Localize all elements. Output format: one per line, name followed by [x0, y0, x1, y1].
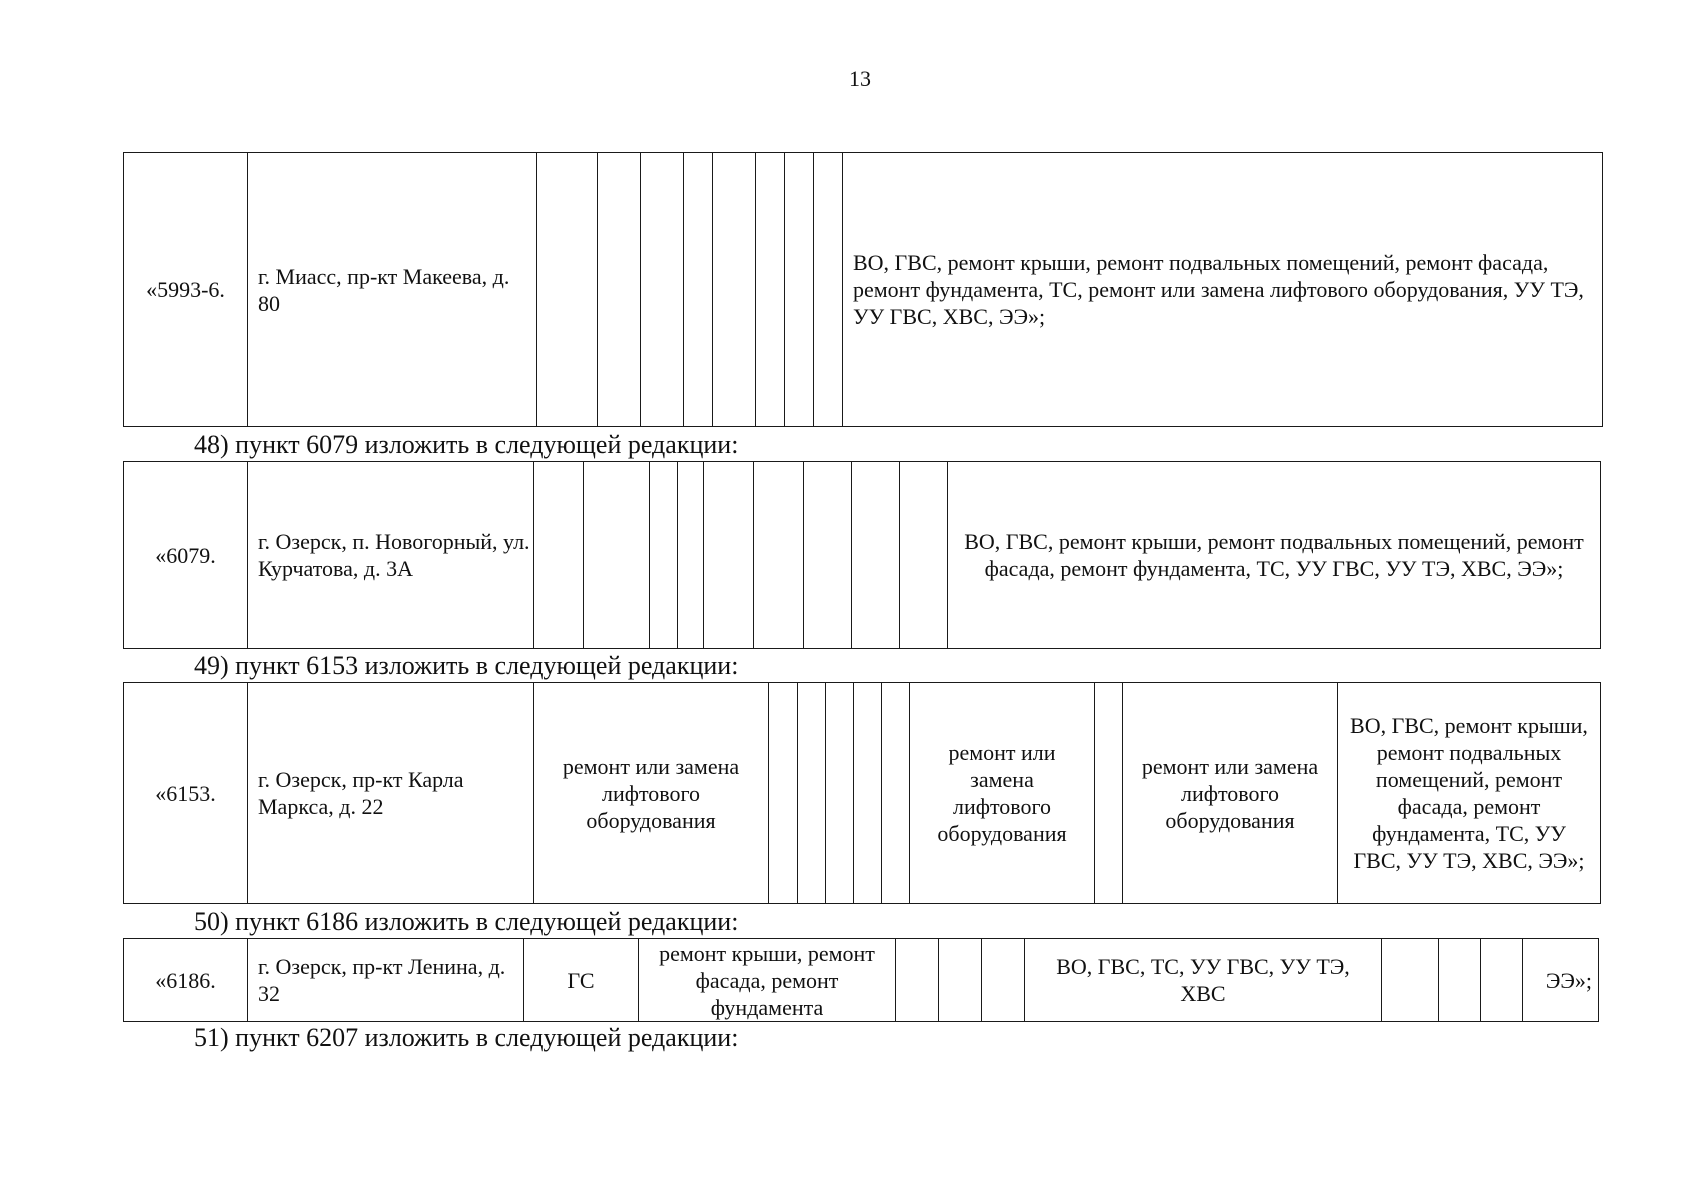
empty-cell: [852, 462, 900, 649]
empty-cell: [982, 939, 1025, 1022]
empty-cell: [713, 153, 756, 427]
row-number: «6153.: [124, 683, 248, 904]
row-number: «6079.: [124, 462, 248, 649]
empty-cell: [537, 153, 598, 427]
empty-cell: [584, 462, 650, 649]
table-row-6079: [123, 461, 1601, 649]
row-number: «6186.: [124, 939, 248, 1022]
lift-repair-cell: ремонт или замена лифтового оборудования: [534, 683, 769, 904]
empty-cell: [534, 462, 584, 649]
works-cell: ВО, ГВС, ремонт крыши, ремонт подвальных помещений, ремонт фасада, ремонт фундамента, ТС, УУ ГВС, УУ ТЭ, ХВС, ЭЭ»;: [948, 462, 1601, 649]
section-heading-51: 51) пункт 6207 изложить в следующей редакции:: [194, 1023, 739, 1052]
empty-cell: [704, 462, 754, 649]
gs-cell: ГС: [524, 939, 639, 1022]
lift-repair-cell: ремонт или замена лифтового оборудования: [1123, 683, 1338, 904]
empty-cell: [754, 462, 804, 649]
address-cell: г. Миасс, пр-кт Макеева, д. 80: [248, 153, 537, 427]
empty-cell: [1095, 683, 1123, 904]
empty-cell: [650, 462, 678, 649]
electricity-cell: ЭЭ»;: [1523, 939, 1599, 1022]
empty-cell: [896, 939, 939, 1022]
table-row-6186: [123, 938, 1599, 1022]
empty-cell: [785, 153, 814, 427]
empty-cell: [756, 153, 785, 427]
section-heading-48: 48) пункт 6079 изложить в следующей редакции:: [194, 430, 739, 459]
empty-cell: [598, 153, 641, 427]
empty-cell: [678, 462, 704, 649]
empty-cell: [1481, 939, 1523, 1022]
address-cell: г. Озерск, пр-кт Ленина, д. 32: [248, 939, 524, 1022]
section-heading-49: 49) пункт 6153 изложить в следующей редакции:: [194, 651, 739, 680]
empty-cell: [882, 683, 910, 904]
empty-cell: [1382, 939, 1439, 1022]
empty-cell: [684, 153, 713, 427]
address-cell: г. Озерск, п. Новогорный, ул. Курчатова, д. 3А: [248, 462, 534, 649]
table-row-6153: [123, 682, 1601, 904]
row-number: «5993-6.: [124, 153, 248, 427]
empty-cell: [804, 462, 852, 649]
works-cell: ВО, ГВС, ремонт крыши, ремонт подвальных помещений, ремонт фасада, ремонт фундамента, ТС, УУ ГВС, УУ ТЭ, ХВС, ЭЭ»;: [1338, 683, 1601, 904]
empty-cell: [900, 462, 948, 649]
empty-cell: [814, 153, 843, 427]
address-cell: г. Озерск, пр-кт Карла Маркса, д. 22: [248, 683, 534, 904]
works-cell: ВО, ГВС, ремонт крыши, ремонт подвальных помещений, ремонт фасада, ремонт фундамента, ТС, ремонт или замена лифтового оборудования, УУ ТЭ, УУ ГВС, ХВС, ЭЭ»;: [843, 153, 1603, 427]
roof-facade-cell: ремонт крыши, ремонт фасада, ремонт фундамента: [639, 939, 896, 1022]
page-number: 13: [849, 66, 871, 91]
empty-cell: [641, 153, 684, 427]
table-row-5993-6: [123, 152, 1603, 427]
empty-cell: [854, 683, 882, 904]
empty-cell: [1439, 939, 1481, 1022]
empty-cell: [769, 683, 798, 904]
empty-cell: [826, 683, 854, 904]
lift-repair-cell: ремонт или замена лифтового оборудования: [910, 683, 1095, 904]
works-cell: ВО, ГВС, ТС, УУ ГВС, УУ ТЭ, ХВС: [1025, 939, 1382, 1022]
empty-cell: [939, 939, 982, 1022]
section-heading-50: 50) пункт 6186 изложить в следующей редакции:: [194, 907, 739, 936]
empty-cell: [798, 683, 826, 904]
